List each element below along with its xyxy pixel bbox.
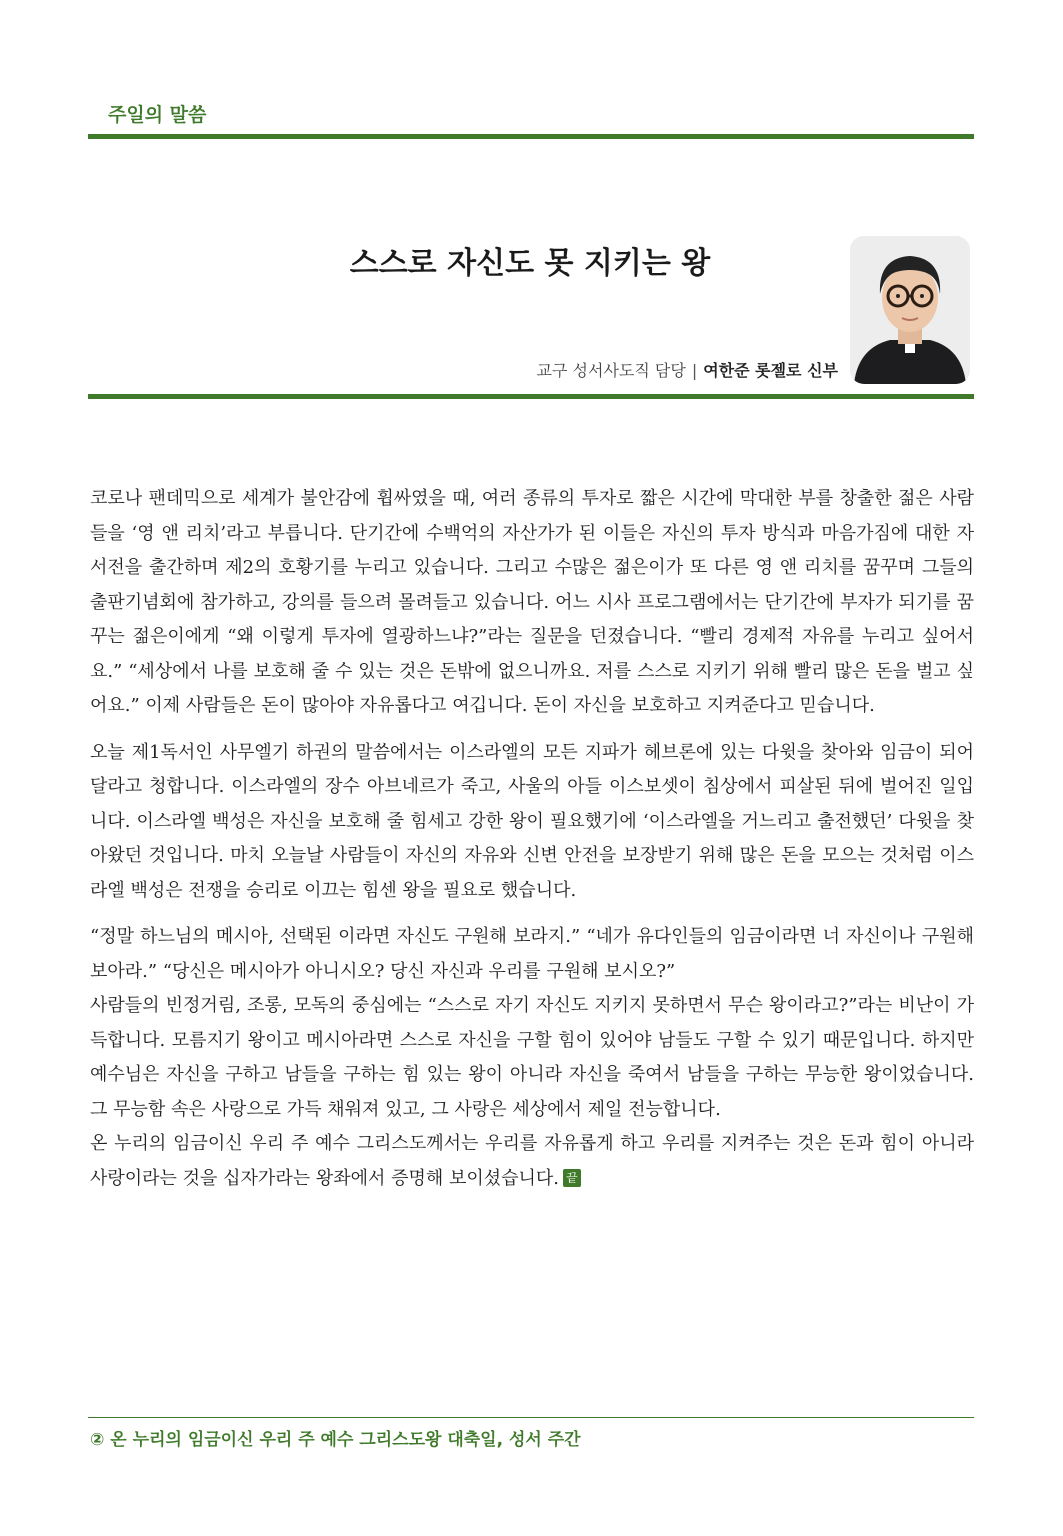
title-rule xyxy=(88,394,974,399)
footer-rule xyxy=(88,1417,974,1418)
author-portrait xyxy=(850,236,970,384)
paragraph-text: 온 누리의 임금이신 우리 주 예수 그리스도께서는 우리를 자유롭게 하고 우리를 지켜주는 것은 돈과 힘이 아니라 사랑이라는 것을 십자가라는 왕좌에서 증명해 보이셨습니다. xyxy=(90,1133,974,1189)
paragraph-final xyxy=(90,1127,974,1196)
author-separator: | xyxy=(691,361,698,380)
paragraph: 코로나 팬데믹으로 세계가 불안감에 휩싸였을 때, 여러 종류의 투자로 짧은 시간에 막대한 부를 창출한 젊은 사람들을 ‘영 앤 리치’라고 부릅니다. 단기간에 수백억의 자산가가 된 이들은 자신의 투자 방식과 마음가짐에 대한 자서전을 출간하며 제2의 호황기를 누리고 있습니다. 그리고 수많은 젊은이가 또 다른 영 앤 리치를 꿈꾸며 그들의 출판기념회에 참가하고, 강의를 들으려 몰려들고 있습니다. 어느 시사 프로그램에서는 단기간에 부자가 되기를 꿈꾸는 젊은이에게 “왜 이렇게 투자에 열광하느냐?”라는 질문을 던졌습니다. “빨리 경제적 자유를 누리고 싶어서요.” “세상에서 나를 보호해 줄 수 있는 것은 돈밖에 없으니까요. 저를 스스로 지키기 위해 빨리 많은 돈을 벌고 싶어요.” 이제 사람들은 돈이 많아야 자유롭다고 여깁니다. 돈이 자신을 보호하고 지켜준다고 믿습니다. xyxy=(90,488,974,716)
paragraph: 사람들의 빈정거림, 조롱, 모독의 중심에는 “스스로 자기 자신도 지키지 못하면서 무슨 왕이라고?”라는 비난이 가득합니다. 모름지기 왕이고 메시아라면 스스로 자신을 구할 힘이 있어야 남들도 구할 수 있기 때문입니다. 하지만 예수님은 자신을 구하고 남들을 구하는 힘 있는 왕이 아니라 자신을 죽여서 남들을 구하는 무능한 왕이었습니다. 그 무능함 속은 사랑으로 가득 채워져 있고, 그 사랑은 세상에서 제일 전능합니다. xyxy=(90,995,974,1120)
author-portrait-illustration xyxy=(850,236,970,384)
author-name: 여한준 롯젤로 신부 xyxy=(703,361,838,380)
page-footer: ② 온 누리의 임금이신 우리 주 예수 그리스도왕 대축일, 성서 주간 xyxy=(90,1430,581,1450)
article-title: 스스로 자신도 못 지키는 왕 xyxy=(349,246,711,281)
paragraph: 오늘 제1독서인 사무엘기 하권의 말씀에서는 이스라엘의 모든 지파가 헤브론에 있는 다윗을 찾아와 임금이 되어달라고 청합니다. 이스라엘의 장수 아브네르가 죽고, 사울의 아들 이스보셋이 침상에서 피살된 뒤에 벌어진 일입니다. 이스라엘 백성은 자신을 보호해 줄 힘세고 강한 왕이 필요했기에 ‘이스라엘을 거느리고 출전했던’ 다윗을 찾아왔던 것입니다. 마치 오늘날 사람들이 자신의 자유와 신변 안전을 보장받기 위해 많은 돈을 모으는 것처럼 이스라엘 백성은 전쟁을 승리로 이끄는 힘센 왕을 필요로 했습니다. xyxy=(90,741,974,901)
end-mark-icon: 끝 xyxy=(563,1169,581,1187)
paragraph: “정말 하느님의 메시아, 선택된 이라면 자신도 구원해 보라지.” “네가 유다인들의 임금이라면 너 자신이나 구원해 보아라.” “당신은 메시아가 아니시오? 당신 자신과 우리를 구원해 보시오?” xyxy=(90,926,974,982)
article-body xyxy=(90,482,974,1196)
header-rule xyxy=(88,134,974,139)
section-label: 주일의 말씀 xyxy=(108,104,207,126)
author-credit xyxy=(440,358,838,381)
author-role: 교구 성서사도직 담당 xyxy=(536,361,686,380)
